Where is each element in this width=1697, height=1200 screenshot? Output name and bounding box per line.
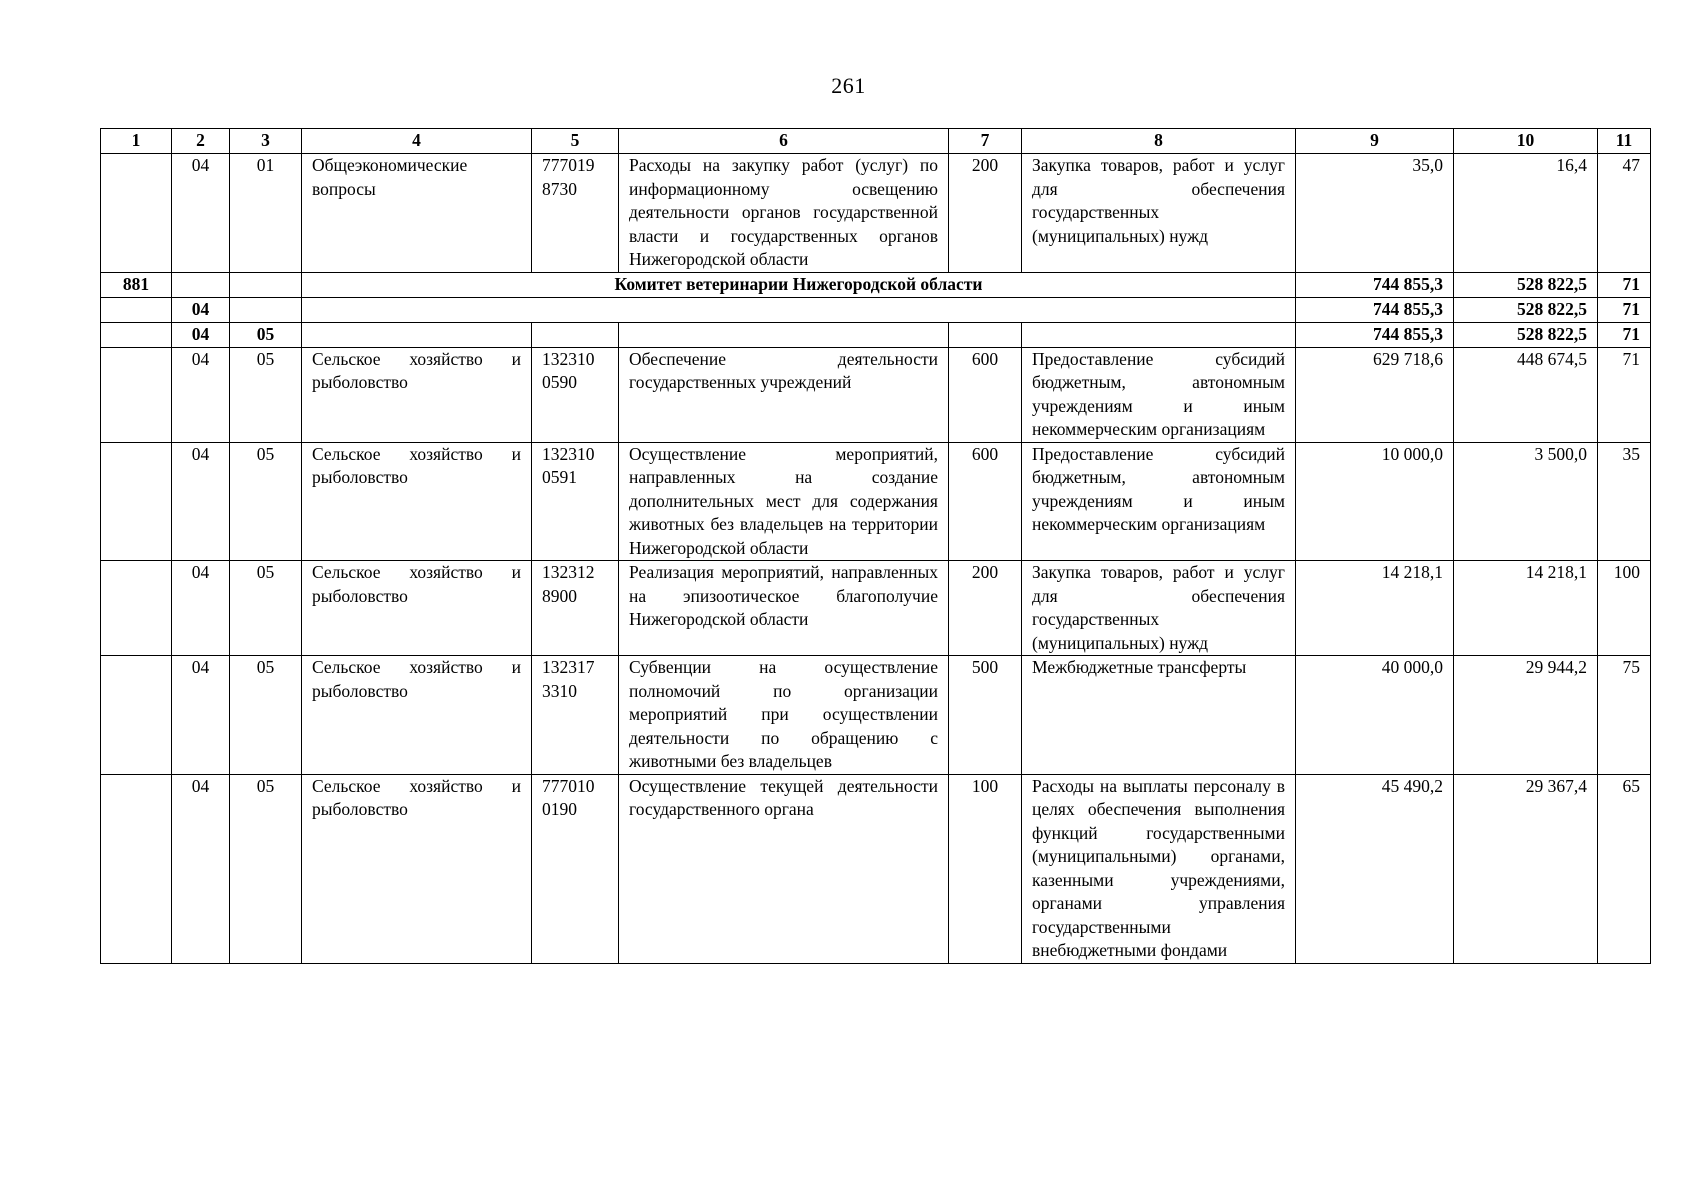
cell-expense-type: 100 bbox=[949, 774, 1022, 963]
cell-percent: 65 bbox=[1598, 774, 1651, 963]
cell-percent: 47 bbox=[1598, 154, 1651, 273]
column-header: 3 bbox=[230, 129, 302, 154]
cell-col1 bbox=[101, 154, 172, 273]
cell-subsection: 05 bbox=[230, 561, 302, 656]
cell-subsection bbox=[230, 297, 302, 322]
cell-expense-type-name: Закупка товаров, работ и услуг для обеспечения государственных (муниципальных) нужд bbox=[1022, 561, 1296, 656]
cell-subsection-name: Сельское хозяйство и рыболовство bbox=[302, 347, 532, 442]
column-header: 1 bbox=[101, 129, 172, 154]
column-header: 11 bbox=[1598, 129, 1651, 154]
cell-plan: 744 855,3 bbox=[1296, 272, 1454, 297]
cell-col1 bbox=[101, 322, 172, 347]
cell-col1 bbox=[101, 297, 172, 322]
cell-expense-type-name: Расходы на выплаты персоналу в целях обеспечения выполнения функций государственными (муниципальными) органами, казенными учреждениями, органами управления государственными внебюджетными фондами bbox=[1022, 774, 1296, 963]
cell-subsection: 05 bbox=[230, 347, 302, 442]
cell-target-code: 132310 0591 bbox=[532, 442, 619, 561]
cell-empty bbox=[619, 322, 949, 347]
column-header: 8 bbox=[1022, 129, 1296, 154]
cell-actual: 448 674,5 bbox=[1454, 347, 1598, 442]
table-row-section bbox=[101, 297, 1651, 322]
cell-percent: 71 bbox=[1598, 272, 1651, 297]
cell-subsection-name: Сельское хозяйство и рыболовство bbox=[302, 774, 532, 963]
table-row bbox=[101, 442, 1651, 561]
cell-col1 bbox=[101, 774, 172, 963]
cell-percent: 75 bbox=[1598, 656, 1651, 775]
cell-col1 bbox=[101, 442, 172, 561]
cell-target-code: 132312 8900 bbox=[532, 561, 619, 656]
cell-actual: 16,4 bbox=[1454, 154, 1598, 273]
cell-plan: 744 855,3 bbox=[1296, 322, 1454, 347]
header-row bbox=[101, 129, 1651, 154]
cell-section bbox=[172, 272, 230, 297]
cell-section: 04 bbox=[172, 774, 230, 963]
cell-subsection: 01 bbox=[230, 154, 302, 273]
table-row bbox=[101, 347, 1651, 442]
cell-target-code: 777019 8730 bbox=[532, 154, 619, 273]
cell-target-code: 132317 3310 bbox=[532, 656, 619, 775]
committee-title: Комитет ветеринарии Нижегородской области bbox=[302, 272, 1296, 297]
cell-target-name: Осуществление мероприятий, направленных на создание дополнительных мест для содержания животных без владельцев на территории Нижегородской области bbox=[619, 442, 949, 561]
cell-plan: 629 718,6 bbox=[1296, 347, 1454, 442]
cell-empty bbox=[302, 322, 532, 347]
cell-col1 bbox=[101, 656, 172, 775]
cell-percent: 71 bbox=[1598, 297, 1651, 322]
cell-section: 04 bbox=[172, 154, 230, 273]
cell-plan: 744 855,3 bbox=[1296, 297, 1454, 322]
cell-subsection bbox=[230, 272, 302, 297]
cell-expense-type: 200 bbox=[949, 561, 1022, 656]
cell-empty bbox=[949, 322, 1022, 347]
cell-actual: 3 500,0 bbox=[1454, 442, 1598, 561]
table-row-subsection bbox=[101, 322, 1651, 347]
cell-col1 bbox=[101, 347, 172, 442]
cell-subsection: 05 bbox=[230, 656, 302, 775]
cell-expense-type-name: Межбюджетные трансферты bbox=[1022, 656, 1296, 775]
cell-expense-type-name: Закупка товаров, работ и услуг для обеспечения государственных (муниципальных) нужд bbox=[1022, 154, 1296, 273]
column-header: 5 bbox=[532, 129, 619, 154]
cell-section: 04 bbox=[172, 561, 230, 656]
cell-actual: 528 822,5 bbox=[1454, 297, 1598, 322]
cell-subsection-name: Сельское хозяйство и рыболовство bbox=[302, 656, 532, 775]
cell-expense-type-name: Предоставление субсидий бюджетным, автономным учреждениям и иным некоммерческим организациям bbox=[1022, 442, 1296, 561]
cell-plan: 35,0 bbox=[1296, 154, 1454, 273]
cell-expense-type-name: Предоставление субсидий бюджетным, автономным учреждениям и иным некоммерческим организациям bbox=[1022, 347, 1296, 442]
cell-expense-type: 600 bbox=[949, 347, 1022, 442]
cell-section: 04 bbox=[172, 322, 230, 347]
cell-percent: 71 bbox=[1598, 322, 1651, 347]
cell-col1 bbox=[101, 561, 172, 656]
table-row bbox=[101, 656, 1651, 775]
cell-expense-type: 600 bbox=[949, 442, 1022, 561]
cell-target-code: 132310 0590 bbox=[532, 347, 619, 442]
cell-expense-type: 200 bbox=[949, 154, 1022, 273]
column-header: 4 bbox=[302, 129, 532, 154]
cell-subsection: 05 bbox=[230, 442, 302, 561]
cell-percent: 71 bbox=[1598, 347, 1651, 442]
cell-target-name: Реализация мероприятий, направленных на эпизоотическое благополучие Нижегородской области bbox=[619, 561, 949, 656]
cell-plan: 14 218,1 bbox=[1296, 561, 1454, 656]
table-row bbox=[101, 154, 1651, 273]
cell-section: 04 bbox=[172, 656, 230, 775]
cell-department-code: 881 bbox=[101, 272, 172, 297]
cell-section: 04 bbox=[172, 442, 230, 561]
column-header: 2 bbox=[172, 129, 230, 154]
cell-plan: 10 000,0 bbox=[1296, 442, 1454, 561]
page-number: 261 bbox=[831, 73, 866, 98]
cell-target-name: Расходы на закупку работ (услуг) по информационному освещению деятельности органов государственной власти и государственных органов Нижегородской области bbox=[619, 154, 949, 273]
cell-subsection-name: Сельское хозяйство и рыболовство bbox=[302, 561, 532, 656]
cell-actual: 29 944,2 bbox=[1454, 656, 1598, 775]
table-row bbox=[101, 774, 1651, 963]
cell-target-code: 777010 0190 bbox=[532, 774, 619, 963]
cell-subsection: 05 bbox=[230, 774, 302, 963]
column-header: 7 bbox=[949, 129, 1022, 154]
cell-target-name: Обеспечение деятельности государственных учреждений bbox=[619, 347, 949, 442]
column-header: 9 bbox=[1296, 129, 1454, 154]
cell-subsection-name: Сельское хозяйство и рыболовство bbox=[302, 442, 532, 561]
cell-actual: 528 822,5 bbox=[1454, 272, 1598, 297]
budget-table bbox=[100, 128, 1651, 964]
column-header: 6 bbox=[619, 129, 949, 154]
cell-percent: 35 bbox=[1598, 442, 1651, 561]
cell-target-name: Осуществление текущей деятельности государственного органа bbox=[619, 774, 949, 963]
cell-empty bbox=[532, 322, 619, 347]
cell-section: 04 bbox=[172, 297, 230, 322]
cell-actual: 528 822,5 bbox=[1454, 322, 1598, 347]
cell-empty bbox=[302, 297, 1296, 322]
cell-subsection: 05 bbox=[230, 322, 302, 347]
cell-plan: 45 490,2 bbox=[1296, 774, 1454, 963]
column-header: 10 bbox=[1454, 129, 1598, 154]
cell-section: 04 bbox=[172, 347, 230, 442]
table-row bbox=[101, 561, 1651, 656]
table-row-committee bbox=[101, 272, 1651, 297]
cell-plan: 40 000,0 bbox=[1296, 656, 1454, 775]
cell-actual: 14 218,1 bbox=[1454, 561, 1598, 656]
cell-actual: 29 367,4 bbox=[1454, 774, 1598, 963]
cell-target-name: Субвенции на осуществление полномочий по организации мероприятий при осуществлении деятельности по обращению с животными без владельцев bbox=[619, 656, 949, 775]
cell-subsection-name: Общеэкономические вопросы bbox=[302, 154, 532, 273]
cell-expense-type: 500 bbox=[949, 656, 1022, 775]
cell-percent: 100 bbox=[1598, 561, 1651, 656]
cell-empty bbox=[1022, 322, 1296, 347]
